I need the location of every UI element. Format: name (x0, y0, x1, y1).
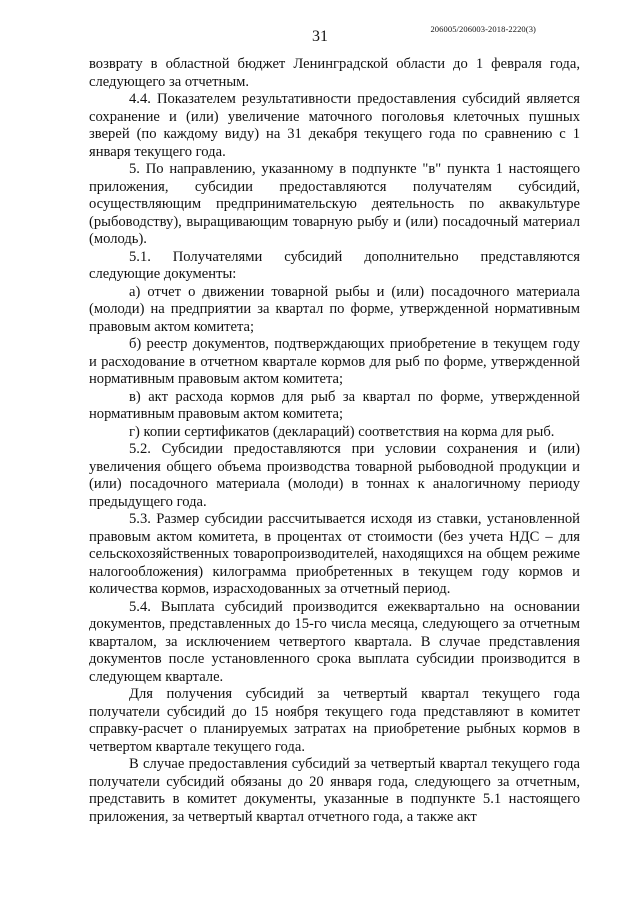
page-number: 31 (312, 28, 328, 45)
paragraph-5-1: 5.1. Получателями субсидий дополнительно представляются следующие документы: (89, 248, 580, 282)
paragraph-fourth-quarter: Для получения субсидий за четвертый квартал текущего года получатели субсидий до 15 ноября текущего года представляют в комитет справку-расчет о планируемых затратах на приобретение рыбных кормов в четвертом квартале текущего года. (89, 686, 580, 755)
document-code: 206005/206003-2018-2220(3) (430, 24, 536, 34)
document-body (89, 56, 580, 826)
list-item-v: в) акт расхода кормов для рыб за квартал по форме, утвержденной нормативным правовым актом комитета; (89, 388, 580, 422)
paragraph-4-4: 4.4. Показателем результативности предоставления субсидий является сохранение и (или) увеличение маточного поголовья клеточных пушных зверей (по каждому виду) на 31 декабря текущего года по сравнению с 1 января текущего года. (89, 91, 580, 160)
paragraph-5-2: 5.2. Субсидии предоставляются при условии сохранения и (или) увеличения общего объема производства товарной рыбоводной продукции и (или) посадочного материала (молоди) в тоннах к аналогичному периоду предыдущего года. (89, 441, 580, 510)
list-item-a: а) отчет о движении товарной рыбы и (или) посадочного материала (молоди) на предприятии за квартал по форме, утвержденной нормативным правовым актом комитета; (89, 283, 580, 335)
list-item-g: г) копии сертификатов (деклараций) соответствия на корма для рыб. (129, 423, 555, 440)
paragraph-5-3: 5.3. Размер субсидии рассчитывается исходя из ставки, установленной правовым актом комитета, в процентах от стоимости (без учета НДС – для сельскохозяйственных товаропроизводителей, находящихся на общем режиме налогообложения) килограмма приобретенных в текущем году кормов и количества кормов, израсходованных за отчетный период. (89, 511, 580, 597)
list-item-b: б) реестр документов, подтверждающих приобретение в текущем году и расходование в отчетном квартале кормов для рыб по форме, утвержденной нормативным правовым актом комитета; (89, 336, 580, 387)
paragraph-5: 5. По направлению, указанному в подпункте "в" пункта 1 настоящего приложения, субсидии предоставляются получателям субсидий, осуществляющим предпринимательскую деятельность по аквакультуре (рыбоводству), выращивающим товарную рыбу и (или) посадочный материал (молодь). (89, 161, 580, 247)
paragraph-5-4: 5.4. Выплата субсидий производится ежеквартально на основании документов, представленных до 15-го числа месяца, следующего за отчетным кварталом, за исключением четвертого квартала. В случае представления документов после установленного срока выплата субсидии производится в следующем квартале. (89, 598, 580, 685)
paragraph-continuation: возврату в областной бюджет Ленинградской области до 1 февраля года, следующего за отчетным. (89, 56, 580, 90)
paragraph-fourth-quarter-docs: В случае предоставления субсидий за четвертый квартал текущего года получатели субсидий обязаны до 20 января года, следующего за отчетным, представить в комитет документы, указанные в подпункте 5.1 настоящего приложения, за четвертый квартал отчетного года, а также акт (89, 756, 580, 825)
